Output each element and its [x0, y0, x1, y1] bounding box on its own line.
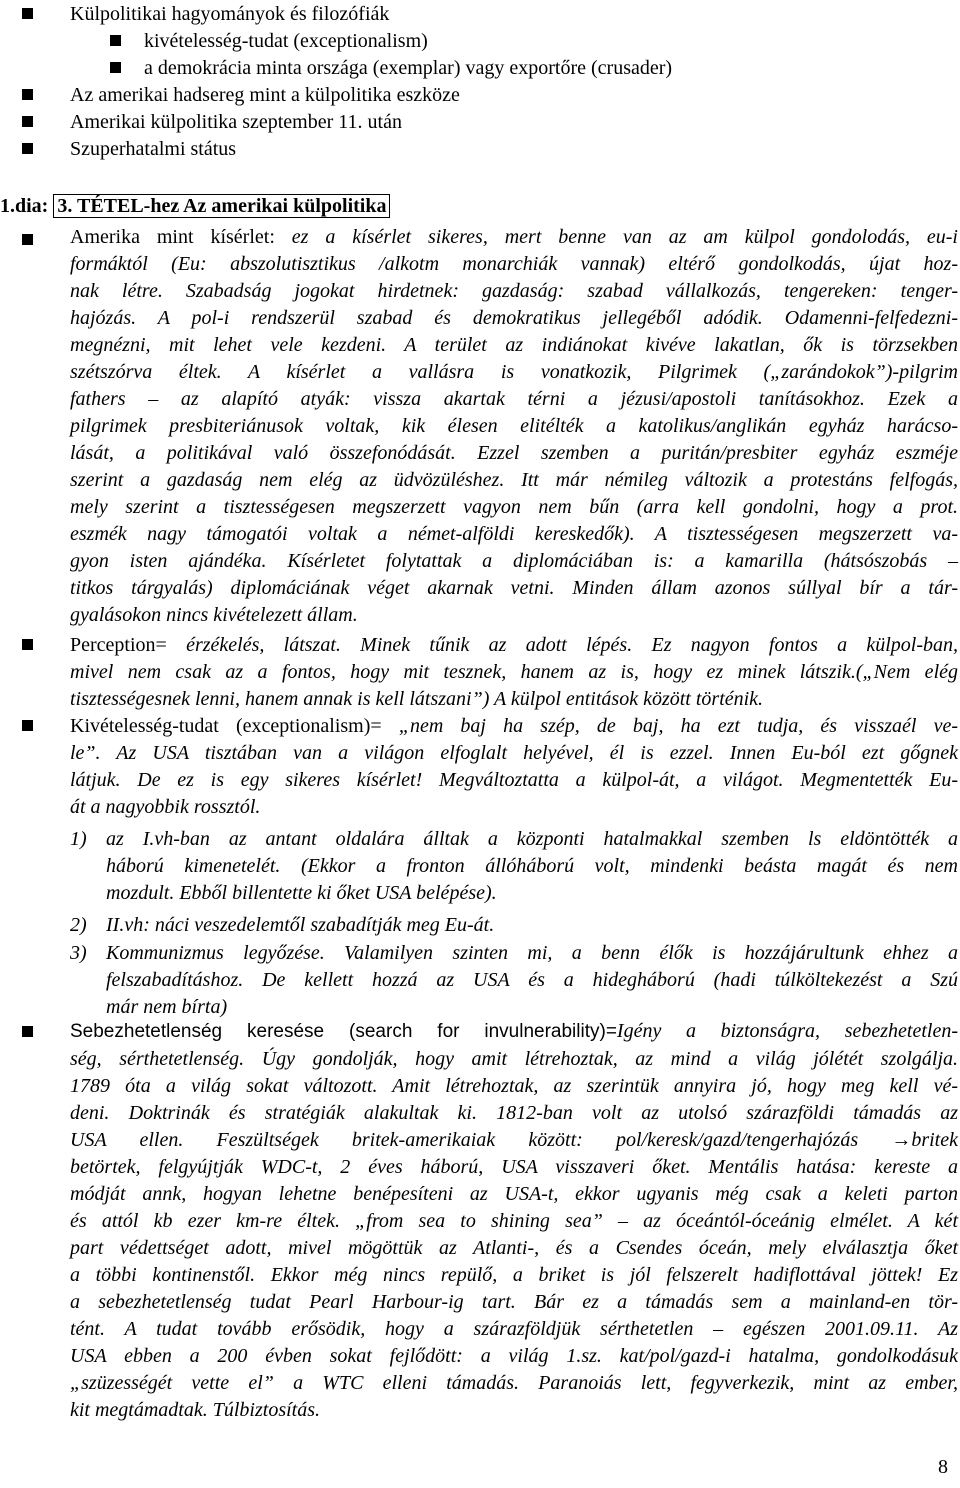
bullet-square-icon — [22, 143, 33, 154]
text-line: át a nagyobbik rossztól. — [70, 796, 261, 818]
text-line: „szüzességét vette el” a WTC elleni támadás. Paranoiás lett, fegyverkezik, mint az ember, — [70, 1372, 958, 1394]
text-line: deni. Doktrinák és stratégiák alakultak ki. 1812-ban volt az utolsó szárazföldi támadás az — [70, 1102, 958, 1124]
page-number: 8 — [938, 1456, 948, 1478]
heading-title: 3. TÉTEL-hez Az amerikai külpolitika — [53, 194, 390, 218]
text-line: eszmék nagy támogatói voltak a német-alföldi kereskedők). A tisztességesen megszerzett va- — [70, 523, 958, 545]
bullet-square-icon — [110, 35, 121, 46]
text-line: módját annk, hogyan lehetne benépesíteni az USA-t, ekkor ugyanis még csak a keleti parton — [70, 1183, 958, 1205]
bullet-square-icon — [22, 639, 33, 650]
bullet-square-icon — [22, 89, 33, 100]
text-line: a többi kontinenstől. Ekkor még nincs repülő, a briket is jól felszerelt hadiflottával jöttek! Ez — [70, 1264, 958, 1286]
text-line: mely szerint a tisztességesen megszerzett vagyon nem bűn (arra kell gondolni, hogy a prot. — [70, 496, 958, 518]
outline-item: Külpolitikai hagyományok és filozófiák — [70, 3, 390, 25]
text-line: Kivételesség-tudat (exceptionalism)= „nem baj ha szép, de baj, ha ezt tudja, és visszaél ve- — [70, 715, 959, 737]
text-line: lását, a politikával való összefonódását. Ezzel szemben a puritán/presbiter egyház eszméje — [70, 442, 958, 464]
text-line: betörtek, felgyújtják WDC-t, 2 éves háború, USA visszaveri őket. Mentális hatása: kereste a — [70, 1156, 958, 1178]
list-number: 3) — [70, 942, 87, 964]
text-line: nak létre. Szabadság jogokat hirdetnek: gazdaság: szabad vállalkozás, tengereken: tenger- — [70, 280, 958, 302]
bullet-square-icon — [22, 8, 33, 19]
text-line: Perception= érzékelés, látszat. Minek tűnik az adott lépés. Ez nagyon fontos a külpol-ban, — [70, 634, 959, 656]
list-item-line: Kommunizmus legyőzése. Valamilyen szinten mi, a benn élők is hozzájárultunk ehhez a — [106, 942, 958, 964]
outline-item: Szuperhatalmi státus — [70, 138, 237, 160]
text-line: Amerika mint kísérlet: ez a kísérlet sikeres, mert benne van az am külpol gondolodás, eu-i — [70, 226, 958, 248]
slide-reference: 1.dia: — [0, 195, 49, 217]
text-line: 1789 óta a világ sokat változott. Amit létrehoztak, az szerintük annyira jó, hogy meg kell vé- — [70, 1075, 958, 1097]
text-line: pilgrimek presbiteriánusok voltak, kik élesen elitélték a katolikus/anglikán egyház harácso- — [70, 415, 958, 437]
bullet-square-icon — [22, 116, 33, 127]
outline-item: Amerikai külpolitika szeptember 11. után — [70, 111, 402, 133]
text-line: USA ellen. Feszültségek britek-amerikaiak között: pol/keresk/gazd/tengerhajózás →britek — [70, 1129, 958, 1151]
list-number: 2) — [70, 914, 87, 936]
text-line: látjuk. De ez is egy sikeres kísérlet! Megváltoztatta a külpol-át, a világot. Megmentették Eu- — [70, 769, 958, 791]
list-item-line: az I.vh-ban az antant oldalára álltak a központi hatalmakkal szemben ls eldöntötték a — [106, 828, 958, 850]
text-line: mivel nem csak az a fontos, hogy mit tesznek, hanem az is, hogy ez minek látszik.(„Nem elég — [70, 661, 958, 683]
list-item-line: már nem bírta) — [106, 996, 228, 1018]
text-line: ség, sérthetetlenség. Úgy gondolják, hogy amit létrehoztak, az mind a világ jólétét szolgálja. — [70, 1048, 958, 1070]
text-line: le”. Az USA tisztában van a világon elfoglalt helyével, él is ezzel. Innen Eu-ból ezt gőgnek — [70, 742, 958, 764]
bullet-square-icon — [110, 62, 121, 73]
text-line: tént. A tudat tovább erősödik, hogy a szárazföldjük sérthetetlen – egészen 2001.09.11. Az — [70, 1318, 958, 1340]
text-line: USA ebben a 200 évben sokat fejlődött: a világ 1.sz. kat/pol/gazd-i hatalma, gondolkodásuk — [70, 1345, 958, 1367]
outline-subitem: kivételesség-tudat (exceptionalism) — [144, 30, 428, 52]
text-line: szétszórva éltek. A kísérlet a vallásra is vonatkozik, Pilgrimek („zarándokok”)-pilgrim — [70, 361, 958, 383]
list-item-line: II.vh: náci veszedelemtől szabadítják meg Eu-át. — [106, 914, 495, 936]
text-line: Sebezhetetlenség keresése (search for invulnerability)=Igény a biztonságra, sebezhetetlen- — [70, 1020, 958, 1042]
list-item-line: háború kimenetelét. (Ekkor a fronton állóháború volt, mindenki beásta magát és nem — [106, 855, 958, 877]
bullet-square-icon — [22, 1026, 33, 1037]
outline-subitem: a demokrácia minta országa (exemplar) vagy exportőre (crusader) — [144, 57, 673, 79]
text-line: a sebezhetetlenség tudat Pearl Harbour-ig tart. Bár ez a támadás sem a mainland-en tör- — [70, 1291, 958, 1313]
text-line: gyalásokon nincs kivételezett állam. — [70, 604, 358, 626]
text-line: megnézni, mit lehet vele kezdeni. A terület az indiánokat kivéve lakatlan, ők is törzsekben — [70, 334, 958, 356]
text-line: hajózás. A pol-i rendszerül szabad és demokratikus jellegéből adódik. Odamenni-felfedezni- — [70, 307, 958, 329]
text-line: gyon isten ajándéka. Kísérletet folytattak a diplomáciában is: a kamarilla (hátsószobás – — [70, 550, 958, 572]
list-item-line: mozdult. Ebből billentette ki őket USA belépése). — [106, 882, 497, 904]
outline-item: Az amerikai hadsereg mint a külpolitika eszköze — [70, 84, 460, 106]
text-line: kit megtámadtak. Túlbiztosítás. — [70, 1399, 320, 1421]
bullet-square-icon — [22, 720, 33, 731]
text-line: titkos tárgyalás) diplomáciának véget akarnak vetni. Minden állam azonos súllyal bír a tár- — [70, 577, 958, 599]
text-line: formáktól (Eu: abszolutisztikus /alkotm monarchiák vannak) eltérő gondolkodás, újat hoz- — [70, 253, 958, 275]
list-number: 1) — [70, 828, 87, 850]
text-line: fathers – az alapító atyák: vissza akartak térni a jézusi/apostoli tanításokhoz. Ezek a — [70, 388, 958, 410]
text-line: és attól kb ezer km-re éltek. „from sea to shining sea” – az óceántól-óceánig elmélet. A két — [70, 1210, 958, 1232]
text-line: part védettséget adott, mivel mögöttük az Atlanti-, és a Csendes óceán, mely elválasztja őket — [70, 1237, 958, 1259]
section-heading — [0, 193, 390, 220]
text-line: szerint a gazdaság nem elég az üdvözüléshez. Itt már némileg változik a protestáns felfogás, — [70, 469, 958, 491]
bullet-square-icon — [22, 234, 33, 245]
text-line: tisztességesnek lenni, hanem annak is kell látszani”) A külpol entitások között történik. — [70, 688, 764, 710]
list-item-line: felszabadításhoz. De kellett hozzá az USA és a hidegháború (hadi túlköltekezést a Szú — [106, 969, 958, 991]
